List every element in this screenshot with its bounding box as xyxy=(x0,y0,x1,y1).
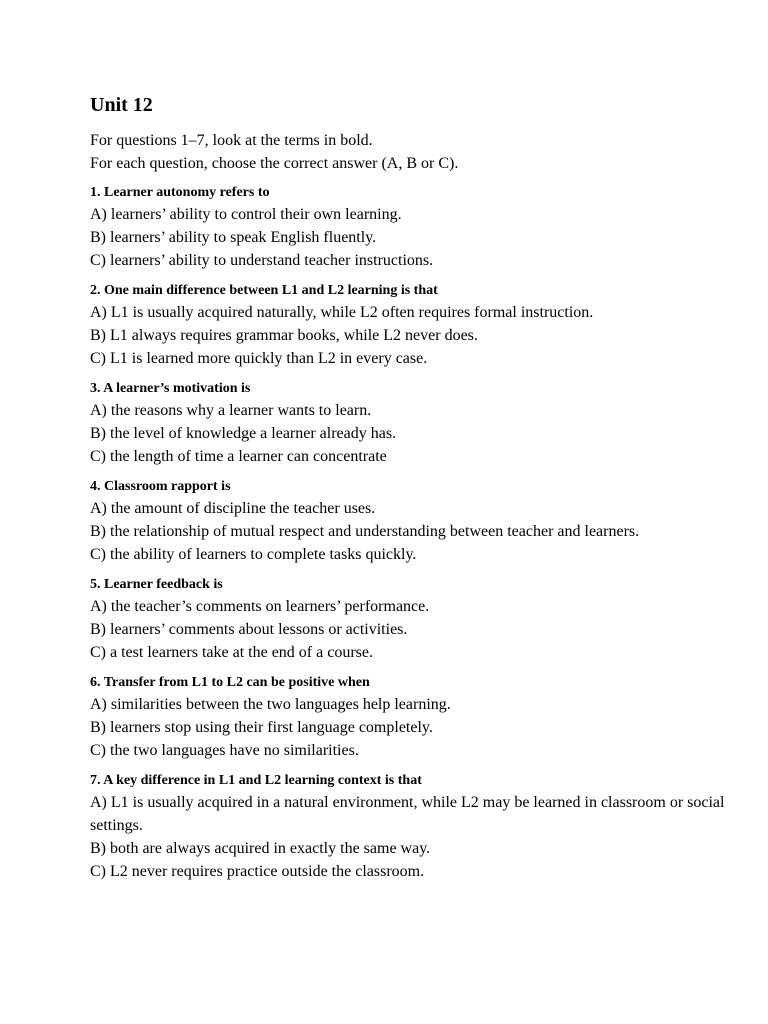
question-stem: 1. Learner autonomy refers to xyxy=(90,185,270,200)
question-6 xyxy=(90,674,730,762)
question-4 xyxy=(90,478,730,566)
answer-option-a: A) the reasons why a learner wants to learn. xyxy=(90,402,372,419)
answer-option-b: B) the level of knowledge a learner already has. xyxy=(90,425,397,442)
question-list xyxy=(90,184,730,883)
answer-option-c: C) a test learners take at the end of a course. xyxy=(90,644,373,661)
answer-option-b: B) both are always acquired in exactly the same way. xyxy=(90,840,431,857)
instructions xyxy=(90,129,730,175)
answer-option-a: A) L1 is usually acquired naturally, while L2 often requires formal instruction. xyxy=(90,304,594,321)
question-7 xyxy=(90,772,730,883)
answer-option-a: A) learners’ ability to control their own learning. xyxy=(90,206,402,223)
question-stem: 7. A key difference in L1 and L2 learning context is that xyxy=(90,773,422,788)
question-stem: 4. Classroom rapport is xyxy=(90,479,231,494)
answer-option-c: C) the ability of learners to complete tasks quickly. xyxy=(90,546,417,563)
answer-option-a: A) the teacher’s comments on learners’ performance. xyxy=(90,598,430,615)
answer-option-b: B) learners’ comments about lessons or activities. xyxy=(90,621,408,638)
answer-option-b: B) the relationship of mutual respect and understanding between teacher and learners. xyxy=(90,523,640,540)
question-1 xyxy=(90,184,730,272)
answer-option-c: C) L1 is learned more quickly than L2 in every case. xyxy=(90,350,428,367)
question-3 xyxy=(90,380,730,468)
answer-option-c: C) the two languages have no similarities. xyxy=(90,742,359,759)
answer-option-a: A) similarities between the two languages help learning. xyxy=(90,696,451,713)
answer-option-a: A) L1 is usually acquired in a natural environment, while L2 may be learned in classroom or social settings. xyxy=(90,794,725,834)
answer-option-c: C) L2 never requires practice outside the classroom. xyxy=(90,863,425,880)
answer-option-a: A) the amount of discipline the teacher uses. xyxy=(90,500,376,517)
answer-option-b: B) learners stop using their first language completely. xyxy=(90,719,433,736)
instruction-line: For questions 1–7, look at the terms in bold. xyxy=(90,132,373,149)
question-2 xyxy=(90,282,730,370)
question-5 xyxy=(90,576,730,664)
instruction-line: For each question, choose the correct answer (A, B or C). xyxy=(90,155,459,172)
question-stem: 6. Transfer from L1 to L2 can be positive when xyxy=(90,675,370,690)
answer-option-c: C) the length of time a learner can concentrate xyxy=(90,448,387,465)
question-stem: 2. One main difference between L1 and L2 learning is that xyxy=(90,283,438,298)
page-title: Unit 12 xyxy=(90,94,153,116)
answer-option-b: B) L1 always requires grammar books, while L2 never does. xyxy=(90,327,478,344)
question-stem: 3. A learner’s motivation is xyxy=(90,381,251,396)
answer-option-c: C) learners’ ability to understand teacher instructions. xyxy=(90,252,434,269)
answer-option-b: B) learners’ ability to speak English fluently. xyxy=(90,229,377,246)
document-page xyxy=(90,92,730,893)
question-stem: 5. Learner feedback is xyxy=(90,577,223,592)
